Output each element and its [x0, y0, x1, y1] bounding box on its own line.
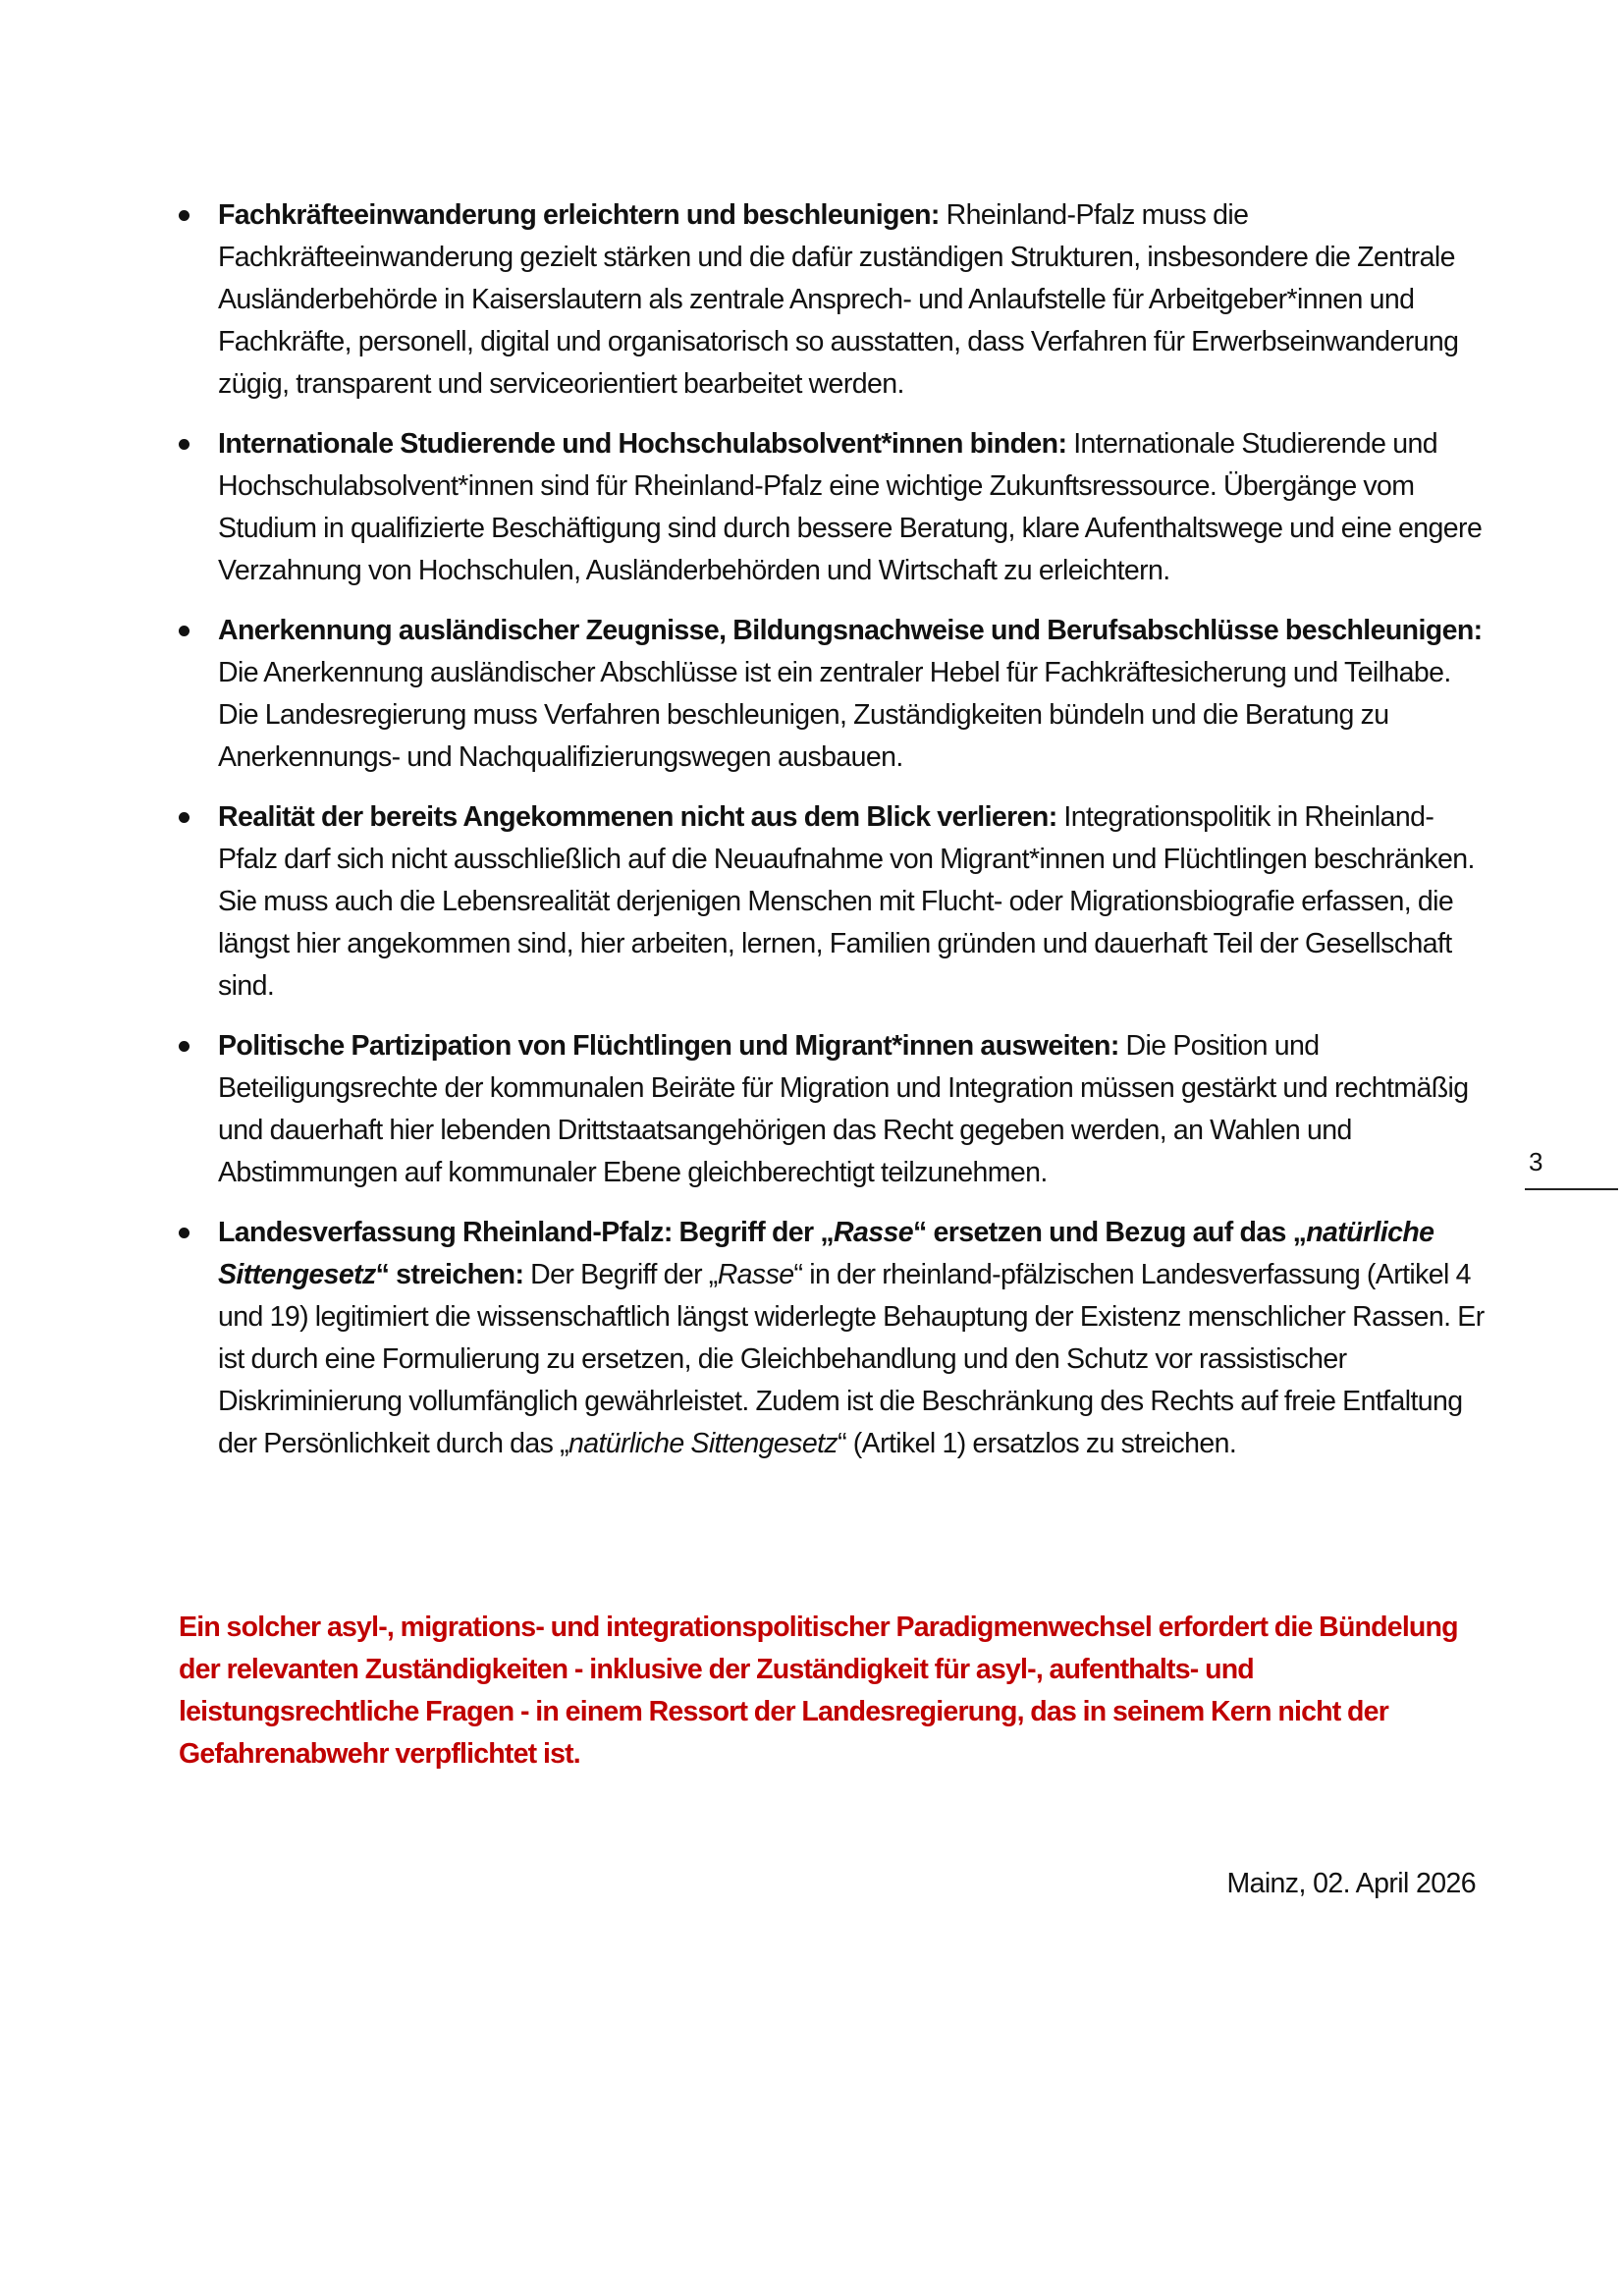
list-item — [175, 194, 1490, 406]
conclusion-paragraph: Ein solcher asyl-, migrations- und integrationspolitischer Paradigmenwechsel erfordert die Bündelung der relevanten Zuständigkeiten - inklusive der Zuständigkeit für asyl-, aufenthalts- und leistungsrechtliche Fragen - in einem Ressort der Landesregierung, das in seinem Kern nicht der Gefahrenabwehr verpflichtet ist. — [179, 1612, 1458, 1770]
item-text: “ in der rheinland-pfälzischen Landesverfassung (Artikel 4 und 19) legitimiert die wissenschaftlich längst widerlegte Behauptung der Existenz menschlicher Rassen. Er ist durch eine Formulierung zu ersetzen, die Gleichbehandlung und den Schutz vor rassistischer Diskriminierung vollumfänglich gewährleistet. Zudem ist die Beschränkung des Rechts auf freie Entfaltung der Persönlichkeit durch das „ — [218, 1259, 1485, 1459]
heading-part: “ ersetzen und Bezug auf das „ — [912, 1217, 1307, 1248]
item-heading: Internationale Studierende und Hochschulabsolvent*innen binden: — [218, 428, 1067, 460]
item-heading: Anerkennung ausländischer Zeugnisse, Bildungsnachweise und Berufsabschlüsse beschleunigen: — [218, 615, 1483, 646]
demands-list — [175, 194, 1490, 1483]
heading-part: Landesverfassung Rheinland-Pfalz: Begriff der „ — [218, 1217, 834, 1248]
list-item — [175, 423, 1490, 592]
bullet-icon — [179, 1228, 189, 1238]
bullet-icon — [179, 210, 189, 221]
item-heading: Realität der bereits Angekommenen nicht aus dem Blick verlieren: — [218, 801, 1057, 833]
bullet-icon — [179, 812, 189, 823]
heading-italic: Rasse — [834, 1217, 913, 1248]
bullet-icon — [179, 626, 189, 636]
page-number-marker — [1525, 1147, 1618, 1190]
item-heading: Fachkräfteeinwanderung erleichtern und beschleunigen: — [218, 199, 940, 231]
item-text: “ (Artikel 1) ersatzlos zu streichen. — [838, 1428, 1237, 1459]
item-text: Der Begriff der „ — [523, 1259, 718, 1290]
bullet-icon — [179, 1041, 189, 1052]
item-text-italic: Rasse — [717, 1259, 794, 1290]
page-number: 3 — [1529, 1147, 1543, 1176]
item-text: Internationale Studierende und Hochschulabsolvent*innen sind für Rheinland-Pfalz eine wichtige Zukunftsressource. Übergänge vom Studium in qualifizierte Beschäftigung sind durch bessere Beratung, klare Aufenthaltswege und eine engere Verzahnung von Hochschulen, Ausländerbehörden und Wirtschaft zu erleichtern. — [218, 428, 1483, 586]
list-item — [175, 1025, 1490, 1194]
heading-italic: natürliche Sittengesetz — [218, 1217, 1434, 1290]
bullet-icon — [179, 439, 189, 450]
item-heading: Politische Partizipation von Flüchtlingen und Migrant*innen ausweiten: — [218, 1030, 1119, 1062]
item-text: Rheinland-Pfalz muss die Fachkräfteeinwanderung gezielt stärken und die dafür zuständigen Strukturen, insbesondere die Zentrale Ausländerbehörde in Kaiserslautern als zentrale Ansprech- und Anlaufstelle für Arbeitgeber*innen und Fachkräfte, personell, digital und organisatorisch so ausstatten, dass Verfahren für Erwerbseinwanderung zügig, transparent und serviceorientiert bearbeitet werden. — [218, 199, 1459, 400]
page-number-rule — [1525, 1188, 1618, 1190]
item-text: Die Position und Beteiligungsrechte der kommunalen Beiräte für Migration und Integration müssen gestärkt und rechtmäßig und dauerhaft hier lebenden Drittstaatsangehörigen das Recht gegeben werden, an Wahlen und Abstimmungen auf kommunaler Ebene gleichberechtigt teilzunehmen. — [218, 1030, 1469, 1188]
item-text: Die Anerkennung ausländischer Abschlüsse ist ein zentraler Hebel für Fachkräftesicherung und Teilhabe. Die Landesregierung muss Verfahren beschleunigen, Zuständigkeiten bündeln und die Beratung zu Anerkennungs- und Nachqualifizierungswegen ausbauen. — [218, 657, 1451, 773]
list-item — [175, 1212, 1490, 1465]
list-item — [175, 796, 1490, 1008]
place-date-signature: Mainz, 02. April 2026 — [1226, 1868, 1476, 1899]
item-text-italic: natürliche Sittengesetz — [568, 1428, 839, 1459]
heading-part: “ streichen: — [375, 1259, 524, 1290]
item-text: Integrationspolitik in Rheinland-Pfalz darf sich nicht ausschließlich auf die Neuaufnahme von Migrant*innen und Flüchtlingen beschränken. Sie muss auch die Lebensrealität derjenigen Menschen mit Flucht- oder Migrationsbiografie erfassen, die längst hier angekommen sind, hier arbeiten, lernen, Familien gründen und dauerhaft Teil der Gesellschaft sind. — [218, 801, 1475, 1002]
list-item — [175, 610, 1490, 779]
